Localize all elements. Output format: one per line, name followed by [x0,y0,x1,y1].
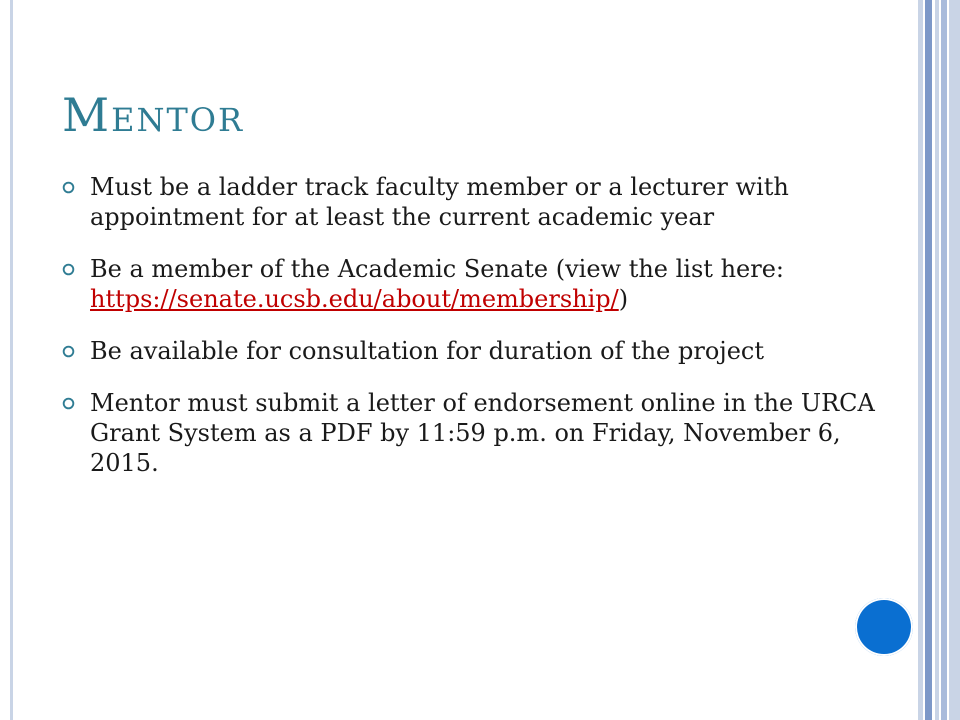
bullet-text: Must be a ladder track faculty member or a lecturer with appointment for at least the current academic year [90,173,789,231]
slide-title: Mentor [62,88,245,142]
bullet-text: ) [618,285,629,313]
bullet-item [62,172,882,232]
bullet-item [62,336,882,366]
right-decor-bar [935,0,939,720]
bullet-item [62,254,882,314]
right-decor-bar [918,0,923,720]
bullet-list [62,172,882,500]
right-decor-bar [941,0,947,720]
bullet-ring-icon [62,181,75,194]
right-decor-bar [949,0,960,720]
bullet-text: Mentor must submit a letter of endorsement online in the URCA Grant System as a PDF by 11:59 p.m. on Friday, November 6, 2015. [90,389,875,477]
bullet-ring-icon [62,345,75,358]
bullet-ring-icon [62,397,75,410]
bullet-text: Be a member of the Academic Senate (view the list here: [90,255,784,283]
membership-link[interactable]: https://senate.ucsb.edu/about/membership/ [90,285,619,313]
right-decor-bar [925,0,932,720]
bullet-ring-icon [62,263,75,276]
left-frame-line [10,0,13,720]
bullet-item [62,388,882,478]
blue-circle-icon [855,598,913,656]
bullet-text: Be available for consultation for duration of the project [90,337,765,365]
